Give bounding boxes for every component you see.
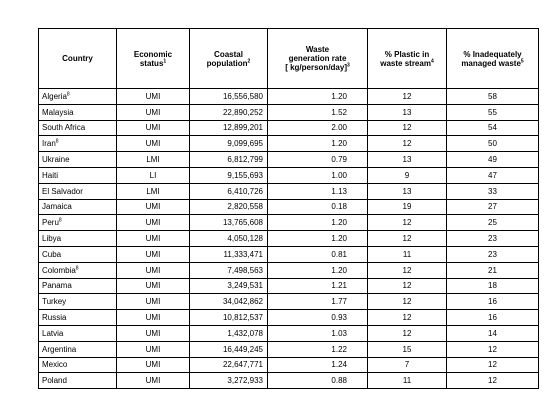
cell-waste-rate: 0.88: [268, 373, 368, 389]
footnote-marker: 8: [55, 138, 59, 145]
cell-waste-rate: 1.52: [268, 104, 368, 120]
cell-waste-rate: 1.03: [268, 325, 368, 341]
cell-inadequately-managed: 49: [447, 152, 539, 168]
table-row: [39, 167, 539, 183]
cell-coastal-population: 16,556,580: [190, 89, 268, 105]
cell-economic-status: UMI: [117, 357, 190, 373]
table-row: [39, 262, 539, 278]
cell-plastic-percent: 11: [368, 373, 447, 389]
cell-country: Peru$^8$: [39, 215, 117, 231]
table-row: [39, 357, 539, 373]
cell-country: Haiti: [39, 167, 117, 183]
cell-inadequately-managed: 23: [447, 246, 539, 262]
cell-country: Turkey: [39, 294, 117, 310]
cell-country: Ukraine: [39, 152, 117, 168]
table-row: [39, 183, 539, 199]
cell-country: El Salvador: [39, 183, 117, 199]
cell-inadequately-managed: 55: [447, 104, 539, 120]
cell-economic-status: LMI: [117, 183, 190, 199]
cell-economic-status: UMI: [117, 199, 190, 215]
cell-inadequately-managed: 12: [447, 341, 539, 357]
cell-inadequately-managed: 50: [447, 136, 539, 152]
cell-plastic-percent: 13: [368, 152, 447, 168]
cell-plastic-percent: 12: [368, 231, 447, 247]
cell-economic-status: UMI: [117, 341, 190, 357]
table-body: [39, 89, 539, 389]
cell-plastic-percent: 19: [368, 199, 447, 215]
table-row: [39, 246, 539, 262]
cell-economic-status: UMI: [117, 262, 190, 278]
cell-economic-status: UMI: [117, 89, 190, 105]
cell-waste-rate: 2.00: [268, 120, 368, 136]
cell-coastal-population: 6,812,799: [190, 152, 268, 168]
cell-coastal-population: 1,432,078: [190, 325, 268, 341]
table-row: [39, 215, 539, 231]
cell-waste-rate: 0.79: [268, 152, 368, 168]
cell-plastic-percent: 7: [368, 357, 447, 373]
cell-plastic-percent: 15: [368, 341, 447, 357]
cell-plastic-percent: 13: [368, 104, 447, 120]
cell-waste-rate: 0.81: [268, 246, 368, 262]
cell-plastic-percent: 9: [368, 167, 447, 183]
cell-inadequately-managed: 14: [447, 325, 539, 341]
cell-coastal-population: 11,333,471: [190, 246, 268, 262]
cell-inadequately-managed: 16: [447, 294, 539, 310]
cell-economic-status: UMI: [117, 231, 190, 247]
cell-coastal-population: 3,249,531: [190, 278, 268, 294]
cell-inadequately-managed: 25: [447, 215, 539, 231]
cell-coastal-population: 2,820,558: [190, 199, 268, 215]
cell-waste-rate: 1.22: [268, 341, 368, 357]
cell-inadequately-managed: 21: [447, 262, 539, 278]
cell-waste-rate: 1.00: [268, 167, 368, 183]
cell-plastic-percent: 11: [368, 246, 447, 262]
cell-plastic-percent: 12: [368, 278, 447, 294]
cell-inadequately-managed: 23: [447, 231, 539, 247]
cell-inadequately-managed: 33: [447, 183, 539, 199]
header-economic-status: Economic status$^1$: [117, 29, 190, 89]
cell-economic-status: UMI: [117, 325, 190, 341]
cell-inadequately-managed: 27: [447, 199, 539, 215]
table-row: [39, 120, 539, 136]
cell-waste-rate: 1.20: [268, 215, 368, 231]
cell-economic-status: UMI: [117, 136, 190, 152]
table-row: [39, 341, 539, 357]
cell-coastal-population: 9,099,695: [190, 136, 268, 152]
cell-coastal-population: 7,498,563: [190, 262, 268, 278]
header-row: [39, 29, 539, 89]
data-table-container: [38, 28, 539, 389]
cell-plastic-percent: 12: [368, 89, 447, 105]
header-coastal-population: Coastal population$^2$: [190, 29, 268, 89]
cell-country: Cuba: [39, 246, 117, 262]
cell-coastal-population: 3,272,933: [190, 373, 268, 389]
cell-economic-status: LMI: [117, 152, 190, 168]
cell-coastal-population: 4,050,128: [190, 231, 268, 247]
cell-coastal-population: 34,042,862: [190, 294, 268, 310]
cell-country: Algeria$^8$: [39, 89, 117, 105]
cell-waste-rate: 0.18: [268, 199, 368, 215]
cell-country: Latvia: [39, 325, 117, 341]
cell-waste-rate: 1.77: [268, 294, 368, 310]
table-row: [39, 231, 539, 247]
cell-coastal-population: 22,890,252: [190, 104, 268, 120]
footnote-marker: 8: [58, 217, 62, 224]
cell-coastal-population: 16,449,245: [190, 341, 268, 357]
cell-economic-status: UMI: [117, 120, 190, 136]
cell-country: Libya: [39, 231, 117, 247]
cell-plastic-percent: 12: [368, 120, 447, 136]
cell-waste-rate: 1.13: [268, 183, 368, 199]
cell-waste-rate: 1.21: [268, 278, 368, 294]
cell-country: Argentina: [39, 341, 117, 357]
cell-coastal-population: 9,155,693: [190, 167, 268, 183]
header-waste-generation-rate: Waste generation rate [ kg/person/day]$^3$: [268, 29, 368, 89]
cell-coastal-population: 10,812,537: [190, 310, 268, 326]
cell-plastic-percent: 12: [368, 294, 447, 310]
footnote-marker: 8: [66, 91, 70, 98]
cell-economic-status: UMI: [117, 104, 190, 120]
cell-economic-status: UMI: [117, 215, 190, 231]
cell-economic-status: LI: [117, 167, 190, 183]
cell-inadequately-managed: 47: [447, 167, 539, 183]
cell-economic-status: UMI: [117, 373, 190, 389]
table-row: [39, 278, 539, 294]
cell-waste-rate: 1.20: [268, 89, 368, 105]
cell-country: South Africa: [39, 120, 117, 136]
cell-plastic-percent: 12: [368, 262, 447, 278]
cell-coastal-population: 13,765,608: [190, 215, 268, 231]
cell-country: Iran$^8$: [39, 136, 117, 152]
header-inadequately-managed: % Inadequately managed waste$^5$: [447, 29, 539, 89]
table-row: [39, 294, 539, 310]
cell-plastic-percent: 12: [368, 215, 447, 231]
footnote-marker: 8: [75, 265, 79, 271]
cell-coastal-population: 12,899,201: [190, 120, 268, 136]
cell-country: Poland: [39, 373, 117, 389]
cell-country: Colombia$^8$: [39, 262, 117, 278]
table-row: [39, 373, 539, 389]
table-row: [39, 152, 539, 168]
cell-economic-status: UMI: [117, 246, 190, 262]
cell-plastic-percent: 12: [368, 325, 447, 341]
cell-waste-rate: 0.93: [268, 310, 368, 326]
table-row: [39, 310, 539, 326]
cell-inadequately-managed: 54: [447, 120, 539, 136]
cell-waste-rate: 1.20: [268, 136, 368, 152]
cell-country: Panama: [39, 278, 117, 294]
cell-waste-rate: 1.20: [268, 231, 368, 247]
cell-inadequately-managed: 12: [447, 373, 539, 389]
cell-inadequately-managed: 16: [447, 310, 539, 326]
cell-coastal-population: 6,410,726: [190, 183, 268, 199]
cell-plastic-percent: 13: [368, 183, 447, 199]
cell-inadequately-managed: 18: [447, 278, 539, 294]
cell-country: Malaysia: [39, 104, 117, 120]
cell-inadequately-managed: 12: [447, 357, 539, 373]
cell-economic-status: UMI: [117, 294, 190, 310]
table-row: [39, 325, 539, 341]
table-row: [39, 104, 539, 120]
cell-country: Mexico: [39, 357, 117, 373]
header-country: Country: [39, 29, 117, 89]
table-row: [39, 199, 539, 215]
cell-plastic-percent: 12: [368, 310, 447, 326]
cell-economic-status: UMI: [117, 278, 190, 294]
cell-country: Russia: [39, 310, 117, 326]
cell-coastal-population: 22,647,771: [190, 357, 268, 373]
waste-data-table: [38, 28, 539, 389]
cell-inadequately-managed: 58: [447, 89, 539, 105]
cell-waste-rate: 1.24: [268, 357, 368, 373]
cell-country: Jamaica: [39, 199, 117, 215]
table-row: [39, 136, 539, 152]
table-row: [39, 89, 539, 105]
cell-plastic-percent: 12: [368, 136, 447, 152]
cell-waste-rate: 1.20: [268, 262, 368, 278]
cell-economic-status: UMI: [117, 310, 190, 326]
header-plastic-percent: % Plastic in waste stream$^4$: [368, 29, 447, 89]
